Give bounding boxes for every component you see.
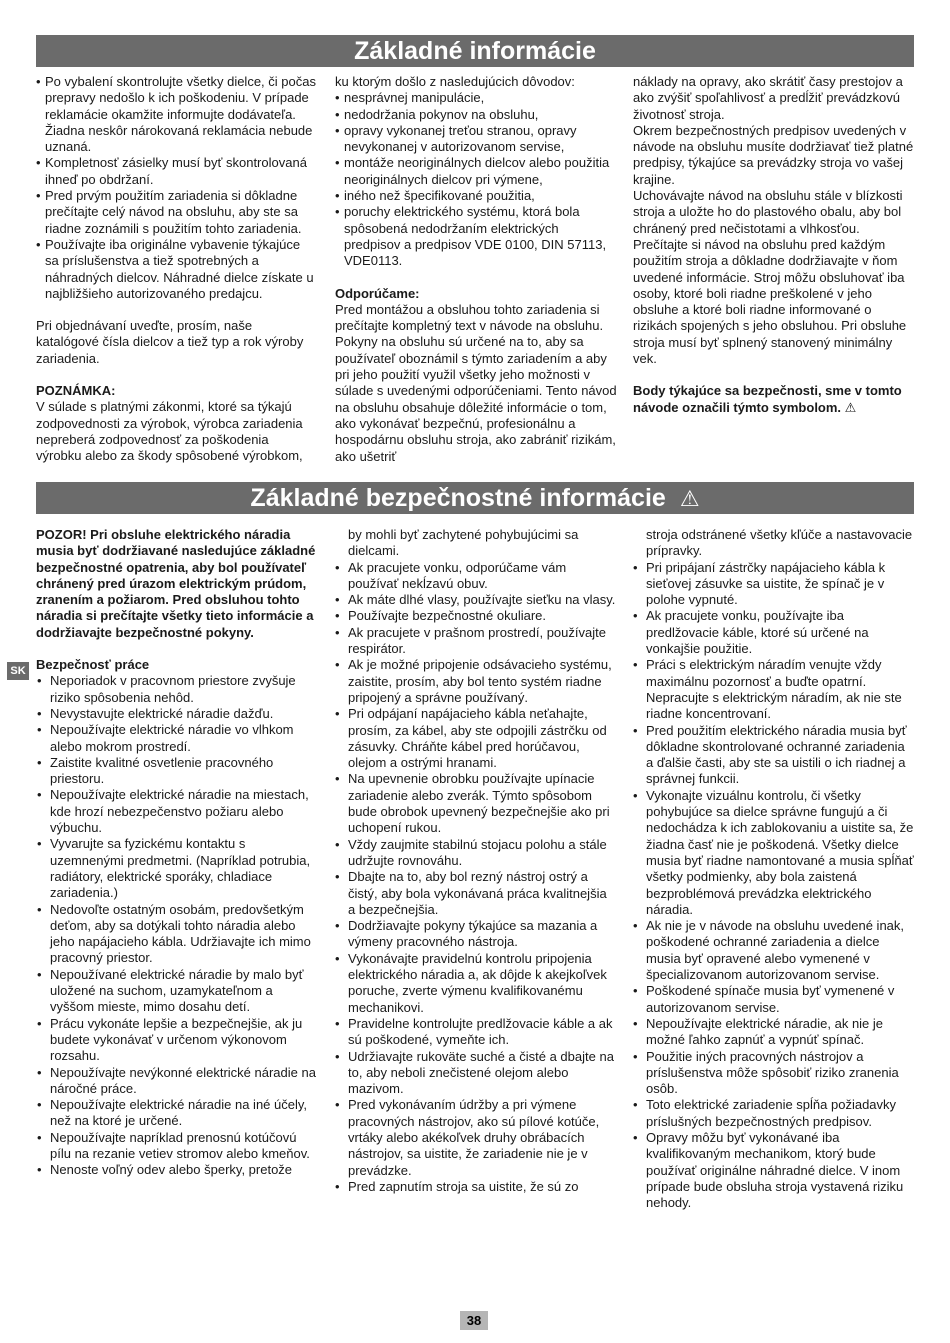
- safety-list-3: [632, 560, 915, 1212]
- list-item: • Pri pripájaní zástrčky napájacieho kábla k sieťovej zásuvke sa uistite, že spínač je v polohe vypnuté.: [632, 560, 915, 609]
- list-item: • montáže neoriginálnych dielcov alebo použitia neoriginálnych dielcov pri výmene,: [335, 155, 617, 188]
- recommend-heading: Odporúčame:: [335, 285, 420, 301]
- section2-column-1: [36, 527, 318, 1179]
- safety-symbol-note: Body týkajúce sa bezpečnosti, sme v tomto návode označili týmto symbolom. ⚠: [633, 383, 902, 415]
- list-item: • Použitie iných pracovných nástrojov a príslušenstva môže spôsobiť riziko zranenia osôb.: [632, 1049, 915, 1098]
- list-item: • Pred vykonávaním údržby a pri výmene pracovných nástrojov, ako sú pílové kotúče, vrtáky alebo akékoľvek druhy obrábacích nástrojov, sa uistite, že zariadenie nie je v prevádzke.: [334, 1097, 617, 1178]
- warning-triangle-icon: ⚠: [844, 399, 857, 415]
- list-item: • Nepoužívajte napríklad prenosnú kotúčovú pílu na rezanie vetiev stromov alebo kmeňov.: [36, 1130, 318, 1163]
- list-item: • Vykonajte vizuálnu kontrolu, či všetky pohybujúce sa dielce správne fungujú a či nedochádza k ich zablokovaniu a uistite sa, že žiadna časť nie je poškodená. Všetky dielce musia byť riadne namontované a musia spĺňať všetky podmienky, aby bola zaistená bezproblémová prevádzka elektrického náradia.: [632, 788, 915, 918]
- list-item: • Ak je možné pripojenie odsávacieho systému, zaistite, prosím, aby bol tento systém riadne pripojený a správne používaný.: [334, 657, 617, 706]
- list-item: • Nepoužívajte elektrické náradie, ak nie je možné ľahko zapnúť a vypnúť spínač.: [632, 1016, 915, 1049]
- ordering-paragraph: Pri objednávaní uveďte, prosím, naše katalógové čísla dielcov a tiež typ a rok výroby zariadenia.: [36, 318, 304, 366]
- list-item: • Dbajte na to, aby bol rezný nástroj ostrý a čistý, aby bola vykonávaná práca kvalitnejšia a bezpečnejšia.: [334, 869, 617, 918]
- list-item: • Vždy zaujmite stabilnú stojacu polohu a stále udržujte rovnováhu.: [334, 837, 617, 870]
- list-item: • Nepoužívajte nevýkonné elektrické náradie na náročné práce.: [36, 1065, 318, 1098]
- reasons-intro: ku ktorým došlo z nasledujúcich dôvodov:: [335, 74, 575, 89]
- list-item: • Zaistite kvalitné osvetlenie pracovného priestoru.: [36, 755, 318, 788]
- list-item: • Práci s elektrickým náradím venujte vždy maximálnu pozornosť a buďte opatrní. Nepracujte s elektrickým náradím, ak nie ste riadne koncentrovaní.: [632, 657, 915, 722]
- list-item: • Udržiavajte rukoväte suché a čisté a dbajte na to, aby neboli znečistené olejom alebo mazivom.: [334, 1049, 617, 1098]
- list-item: • Vykonávajte pravidelnú kontrolu pripojenia elektrického náradia a, ak dôjde k akejkoľvek poruche, zverte výmenu kvalifikovanému mechanikovi.: [334, 951, 617, 1016]
- list-item: • Dodržiavajte pokyny týkajúce sa mazania a výmeny pracovného nástroja.: [334, 918, 617, 951]
- list-item: • Nepoužívajte elektrické náradie na miestach, kde hrozí nebezpečenstvo požiaru alebo výbuchu.: [36, 787, 318, 836]
- language-tab: SK: [7, 662, 29, 680]
- warning-triangle-icon: ⚠: [679, 486, 700, 511]
- list-item: • Ak pracujete v prašnom prostredí, používajte respirátor.: [334, 625, 617, 658]
- section-title-safety-info: Základné bezpečnostné informácie ⚠: [36, 482, 914, 514]
- list-item: • Nenoste voľný odev alebo šperky, pretože: [36, 1162, 318, 1178]
- unpacking-list: [36, 74, 316, 302]
- section2-column-3: [632, 527, 915, 1211]
- continuation-text: by mohli byť zachytené pohybujúcimi sa dielcami.: [348, 527, 579, 559]
- section1-column-1: [36, 74, 316, 465]
- list-item: • Na upevnenie obrobku používajte upínacie zariadenie alebo zverák. Týmto spôsobom bude obrobok upevnený bezpečnejšie ako pri uchopení rukou.: [334, 771, 617, 836]
- note-heading: POZNÁMKA:: [36, 383, 116, 399]
- list-item: • Opravy môžu byť vykonávané iba kvalifikovaným mechanikom, ktorý bude používať originálne náhradné dielce. V inom prípade bude obsluha stroja vystavená riziku nehody.: [632, 1130, 915, 1211]
- continuation-text: stroja odstránené všetky kľúče a nastavovacie prípravky.: [646, 527, 913, 559]
- list-item: • Neporiadok v pracovnom priestore zvyšuje riziko spôsobenia nehôd.: [36, 673, 318, 706]
- list-item: • nesprávnej manipulácie,: [335, 90, 617, 106]
- list-item: • nedodržania pokynov na obsluhu,: [335, 107, 617, 123]
- list-item: • Poškodené spínače musia byť vymenené v autorizovanom servise.: [632, 983, 915, 1016]
- list-item: • Vyvarujte sa fyzickému kontaktu s uzemnenými predmetmi. (Napríklad potrubia, radiátory, elektrické sporáky, chladiace zariadenia.): [36, 836, 318, 901]
- list-item: • Po vybalení skontrolujte všetky dielce, či počas prepravy nedošlo k ich poškodeniu. V prípade reklamácie okamžite informujte dodávateľa. Žiadna neskôr nárokovaná reklamácia nebude uznaná.: [36, 74, 316, 155]
- work-safety-list: [36, 673, 318, 1178]
- list-item: • Pred zapnutím stroja sa uistite, že sú zo: [334, 1179, 617, 1195]
- list-item: • opravy vykonanej treťou stranou, opravy nevykonanej v autorizovanom servise,: [335, 123, 617, 156]
- section1-column-3: [633, 74, 915, 416]
- list-item: • Toto elektrické zariadenie spĺňa požiadavky príslušných bezpečnostných predpisov.: [632, 1097, 915, 1130]
- list-item: • Nepoužívané elektrické náradie by malo byť uložené na suchom, uzamykateľnom a vyššom mieste, mimo dosahu detí.: [36, 967, 318, 1016]
- list-item: • Nedovoľte ostatným osobám, predovšetkým deťom, aby sa dotýkali tohto náradia alebo jeho napájacieho kábla. Udržiavajte ich mimo pracovný priestor.: [36, 902, 318, 967]
- section2-column-2: [334, 527, 617, 1195]
- list-item: • Nevystavujte elektrické náradie dažďu.: [36, 706, 318, 722]
- regulations-paragraph: Okrem bezpečnostných predpisov uvedených v návode na obsluhu musíte dodržiavať tiež platné predpisy, týkajúce sa prevádzky stroja vo vašej krajine.: [633, 122, 914, 187]
- list-item: • Kompletnosť zásielky musí byť skontrolovaná ihneď po obdržaní.: [36, 155, 316, 188]
- list-item: • Nepoužívajte elektrické náradie vo vlhkom alebo mokrom prostredí.: [36, 722, 318, 755]
- section1-column-2: [335, 74, 617, 465]
- list-item: • poruchy elektrického systému, ktorá bola spôsobená nedodržaním elektrických predpisov a predpisov VDE 0100, DIN 57113, VDE0113.: [335, 204, 617, 269]
- list-item: • Používajte bezpečnostné okuliare.: [334, 608, 617, 624]
- list-item: • Pravidelne kontrolujte predlžovacie káble a ak sú poškodené, vymeňte ich.: [334, 1016, 617, 1049]
- recommend-text: Pred montážou a obsluhou tohto zariadenia si prečítajte kompletný text v návode na obsluhu. Pokyny na obsluhu sú určené na to, aby sa používateľ oboznámil s týmto zariadením a aby pri jeho použití využil všetky jeho možnosti v súlade s uvedenými odporúčeniami. Tento návod na obsluhu obsahuje dôležité informácie o tom, ako vykonávať bezpečnú, profesionálnu a hospodárnu obsluhu stroja, ako zabrániť rizikám, ako ušetriť: [335, 301, 617, 464]
- list-item: • iného než špecifikované použitia,: [335, 188, 617, 204]
- list-item: • Ak máte dlhé vlasy, používajte sieťku na vlasy.: [334, 592, 617, 608]
- caution-paragraph: POZOR! Pri obsluhe elektrického náradia musia byť dodržiavané nasledujúce základné bezpečnostné opatrenia, aby bol používateľ chránený pred úrazom elektrickým prúdom, zranením a požiarom. Pred obsluhou tohto náradia si prečítajte všetky tieto informácie a dodržiavajte bezpečnostné pokyny.: [36, 527, 316, 640]
- manual-storage-paragraph: Uchovávajte návod na obsluhu stále v blízkosti stroja a uložte ho do plastového obalu, aby bol chránený pred nečistotami a vlhkosťou. Prečítajte si návod na obsluhu pred každým použitím stroja a dôkladne dodržiavajte v ňom uvedené informácie. Stroj môžu obsluhovať iba osoby, ktoré boli riadne preškolené v jeho obsluhe a ktoré boli riadne informované o rizikách spojených s jeho obsluhou. Pri obsluhe stroja musí byť splnený stanovený minimálny vek.: [633, 188, 907, 367]
- work-safety-heading: Bezpečnosť práce: [36, 657, 150, 673]
- list-item: • Používajte iba originálne vybavenie týkajúce sa príslušenstva a tiež spotrebných a náhradných dielcov. Náhradné dielce získate u najbližšieho autorizovaného predajcu.: [36, 237, 316, 302]
- safety-list-2: [334, 560, 617, 1196]
- list-item: • Pri odpájaní napájacieho kábla neťahajte, prosím, za kábel, aby ste odpojili zástrčku od zásuvky. Chráňte kábel pred horúčavou, olejom a ostrými hranami.: [334, 706, 617, 771]
- list-item: • Pred prvým použitím zariadenia si dôkladne prečítajte celý návod na obsluhu, aby ste sa riadne zoznámili s použitím tohto zariadenia.: [36, 188, 316, 237]
- list-item: • Ak nie je v návode na obsluhu uvedené inak, poškodené ochranné zariadenia a dielce musia byť opravené alebo vymenené v špecializovanom autorizovanom servise.: [632, 918, 915, 983]
- reasons-list: [335, 90, 617, 269]
- section-title-basic-info: Základné informácie: [36, 35, 914, 67]
- repair-costs-paragraph: náklady na opravy, ako skrátiť časy prestojov a ako zvýšiť spoľahlivosť a predĺžiť prevádzkovú životnosť stroja.: [633, 74, 903, 122]
- list-item: • Ak pracujete vonku, používajte iba predlžovacie káble, ktoré sú určené na vonkajšie použitie.: [632, 608, 915, 657]
- page-number: 38: [460, 1311, 488, 1330]
- list-item: • Nepoužívajte elektrické náradie na iné účely, než na ktoré je určené.: [36, 1097, 318, 1130]
- list-item: • Pred použitím elektrického náradia musia byť dôkladne skontrolované ochranné zariadenia a ďalšie časti, aby ste sa uistili o ich riadnej a správnej funkcii.: [632, 723, 915, 788]
- list-item: • Prácu vykonáte lepšie a bezpečnejšie, ak ju budete vykonávať v určenom výkonovom rozsahu.: [36, 1016, 318, 1065]
- note-text: V súlade s platnými zákonmi, ktoré sa týkajú zodpovednosti za výrobok, výrobca zariadenia nepreberá zodpovednosť za poškodenia výrobku alebo za škody spôsobené výrobkom,: [36, 399, 303, 464]
- list-item: • Ak pracujete vonku, odporúčame vám používať nekĺzavú obuv.: [334, 560, 617, 593]
